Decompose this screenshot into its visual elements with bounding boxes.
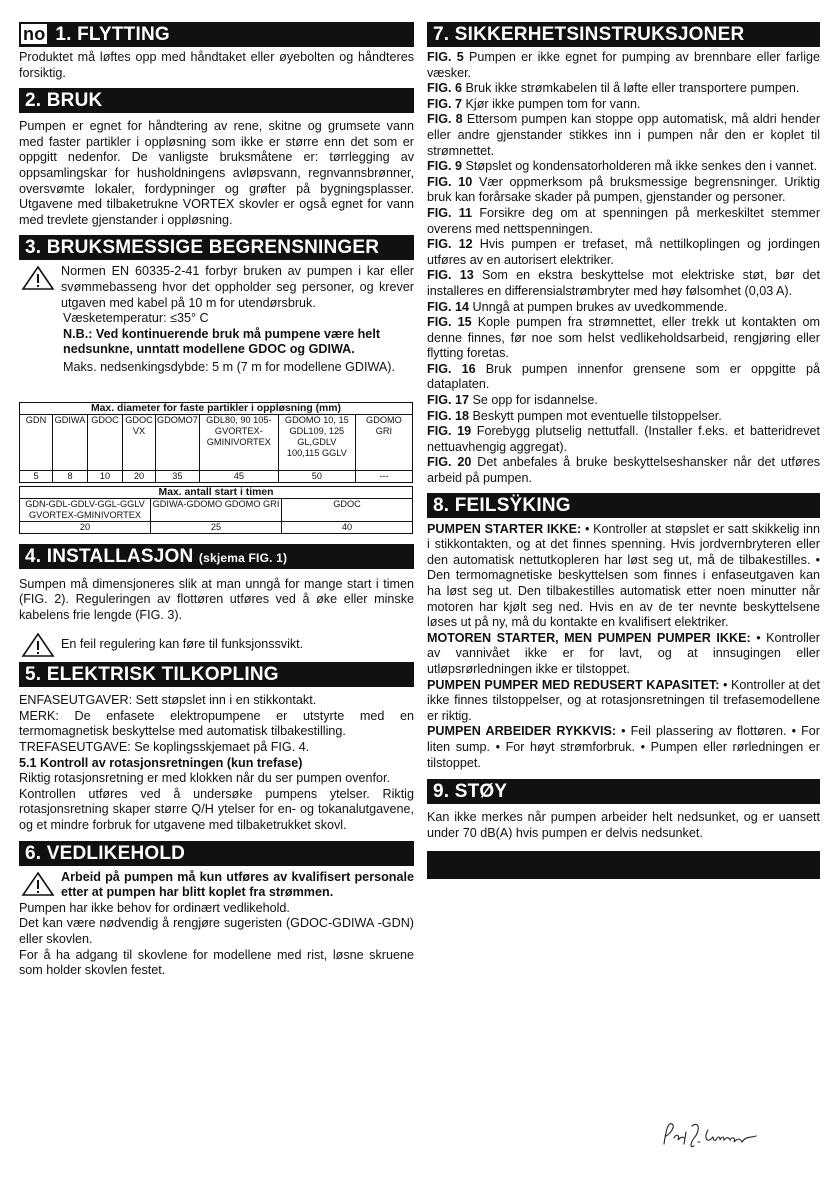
- table-caption: Max. antall start i timen: [20, 486, 413, 498]
- section-2-heading: 2. BRUK: [19, 88, 414, 113]
- section-5-line: Riktig rotasjonsretning er med klokken når du ser pumpen ovenfor.: [19, 771, 391, 786]
- fig-number: FIG. 14: [427, 299, 469, 314]
- section-5-line: Kontrollen utføres ved å undersøke pumpens ytelser. Riktig rotasjonsretning skaper større Q/H ytelser for en- og tokanalutgavene, og et mindre forbruk for utgavene med tilbaketrukket skovl.: [19, 786, 414, 833]
- section-6-line: For å ha adgang til skovlene for modellene med rist, løsne skruene som holder skovlen festet.: [19, 947, 414, 978]
- fig-number: FIG. 13: [427, 268, 474, 283]
- safety-fig-item: [427, 315, 820, 362]
- fig-text: Beskytt pumpen mot eventuelle tilstoppelser.: [472, 408, 722, 423]
- table-header: GDL80, 90 105- GVORTEX- GMINIVORTEX: [199, 414, 278, 470]
- fig-text: Det anbefales å bruke beskyttelseshansker når det utføres arbeid på pumpen.: [427, 455, 821, 486]
- safety-fig-item: [427, 112, 820, 159]
- section-5-heading: 5. ELEKTRISK TILKOPLING: [19, 662, 414, 687]
- safety-fig-item: [427, 300, 820, 316]
- fig-number: FIG. 10: [427, 174, 473, 189]
- fig-number: FIG. 8: [427, 112, 463, 127]
- table-caption: Max. diameter for faste partikler i oppløsning (mm): [20, 402, 413, 414]
- section-8-heading: 8. FEILSŸKING: [427, 493, 820, 518]
- fig-number: FIG. 15: [427, 315, 472, 330]
- table-cell: 25: [151, 521, 282, 533]
- fig-text: Kople pumpen fra strømnettet, eller trekk ut kontakten om denne finnes, før noe som helst vedlikeholdsarbeid, rengjøring eller flytting foretas.: [427, 315, 821, 361]
- warning-icon: [21, 871, 55, 897]
- safety-fig-item: [427, 175, 820, 206]
- section-6-heading: 6. VEDLIKEHOLD: [19, 841, 414, 866]
- fig-number: FIG. 9: [427, 159, 462, 174]
- table-cell: ---: [355, 470, 412, 482]
- table-cell: 20: [20, 521, 151, 533]
- section-4-warning: En feil regulering kan føre til funksjonssvikt.: [19, 631, 414, 658]
- fig-number: FIG. 5: [427, 50, 464, 64]
- signature: [660, 1116, 770, 1152]
- section-5-line: ENFASEUTGAVER: Sett støpslet inn i en stikkontakt.: [19, 693, 317, 708]
- fig-text: Vær oppmerksom på bruksmessige begrensninger. Uriktig bruk kan forårsake skader på pumpen, gjenstander og personer.: [427, 174, 821, 205]
- section-9-heading: 9. STØY: [427, 779, 820, 804]
- safety-fig-item: [427, 424, 820, 455]
- table-cell: 10: [88, 470, 123, 482]
- safety-fig-item: [427, 81, 820, 97]
- fig-text: Støpslet og kondensatorholderen må ikke senkes den i vannet.: [465, 159, 817, 174]
- troubleshooting-text: • Kontroller at støpslet er satt skikkelig inn i stikkontakten, og at det finnes spenning. Hvis jordvernbryteren eller den automatisk nettutkopleren har løst seg ut, må de tilbakestilles. • Den termomagnetiske beskyttelsen som finnes i enfaseutgaven kan ha løst seg ut. Den tilbakestilles automatisk etter noen minutter når motoren har kjølt seg ned. Hvis en av de ter nevnte beskyttelsene løses ut på ny, må du kontakte en kvalifisert elektriker.: [427, 521, 820, 630]
- section-7-heading: 7. SIKKERHETSINSTRUKSJONER: [427, 22, 820, 47]
- table-cell: 5: [20, 470, 53, 482]
- troubleshooting-item: [427, 724, 820, 771]
- fig-text: Unngå at pumpen brukes av uvedkommende.: [472, 299, 728, 314]
- safety-fig-item: [427, 268, 820, 299]
- safety-fig-item: [427, 50, 820, 81]
- fig-text: Som en ekstra beskyttelse mot elektriske støt, bør det installeres en differensialstrømbryter med høy følsomhet (0,03 A).: [427, 268, 820, 298]
- section-9-text: Kan ikke merkes når pumpen arbeider helt nedsunket, og er uansett under 70 dB(A) hvis pumpen er delvis nedsunket.: [427, 810, 820, 840]
- safety-fig-item: [427, 159, 820, 175]
- troubleshooting-item: [427, 678, 820, 725]
- max-depth: Maks. nedsenkingsdybde: 5 m (7 m for modellene GDIWA).: [63, 359, 396, 374]
- table-cell: 50: [278, 470, 355, 482]
- language-badge: no: [19, 22, 49, 46]
- table-cell: 35: [156, 470, 200, 482]
- safety-figure-list: [427, 50, 820, 487]
- safety-fig-item: [427, 97, 820, 113]
- table-header: GDOMO7: [156, 414, 200, 470]
- troubleshooting-heading: PUMPEN ARBEIDER RYKKVIS:: [427, 724, 617, 739]
- fig-text: Ettersom pumpen kan stoppe opp automatisk, må aldri hender eller andre gjenstander stikkes inn i pumpen når den er koplet til strømnettet.: [427, 112, 821, 158]
- safety-fig-item: [427, 206, 820, 237]
- table-cell: 40: [282, 521, 413, 533]
- table-cell: 8: [53, 470, 88, 482]
- safety-fig-item: [427, 409, 820, 425]
- troubleshooting-list: [427, 522, 820, 772]
- section-2-text: Pumpen er egnet for håndtering av rene, skitne og grumsete vann med faster partikler i oppløsning som ikke er større enn det som er oppgitt nedenfor. De vanligste bruksmåtene er: tørrlegging av oppsamlingskar for husholdningens avløpsvann, regnvannsbrønner, oversvømte lokaler, fordypninger og grøfter på bygningsplasser. Utgavene med tilbaketrukne VORTEX skovler er også egnet for vann med trevlete gjenstander i oppløsning.: [19, 119, 414, 227]
- section-4-heading: 4. INSTALLASJON (skjema FIG. 1): [19, 544, 414, 569]
- table-cell: 45: [199, 470, 278, 482]
- starts-per-hour-table: [19, 486, 413, 534]
- section-6-line: Det kan være nødvendig å rengjøre sugeristen (GDOC-GDIWA -GDN) eller skovlen.: [19, 916, 414, 946]
- fig-number: FIG. 16: [427, 361, 476, 376]
- temperature-limit: Væsketemperatur: ≤35° C: [63, 311, 209, 326]
- particle-diameter-table: [19, 402, 413, 483]
- section-5-line: MERK: De enfasete elektropumpene er utstyrte med en termomagnetisk beskyttelse med automatisk tilbakestilling.: [19, 708, 414, 739]
- fig-text: Bruk pumpen innenfor grensene som er oppgitte på dataplaten.: [427, 361, 820, 392]
- safety-fig-item: [427, 362, 820, 393]
- fig-text: Se opp for isdannelse.: [472, 393, 598, 408]
- section-3-heading: 3. BRUKSMESSIGE BEGRENSNINGER: [19, 235, 414, 260]
- table-header: GDOMO 10, 15 GDL109, 125 GL,GDLV 100,115 GGLV: [278, 414, 355, 470]
- fig-number: FIG. 12: [427, 237, 473, 252]
- section-5-1-subheading: 5.1 Kontroll av rotasjonsretningen (kun trefase): [19, 755, 303, 770]
- safety-fig-item: [427, 237, 820, 268]
- table-header: GDOC: [88, 414, 123, 470]
- left-column: [19, 22, 414, 979]
- fig-number: FIG. 18: [427, 408, 469, 423]
- section-6-line: Pumpen har ikke behov for ordinært vedlikehold.: [19, 900, 290, 915]
- section-5-line: TREFASEUTGAVE: Se koplingsskjemaet på FIG. 4.: [19, 740, 310, 755]
- table-header: GDN: [20, 414, 53, 470]
- table-header: GDOMO GRI: [355, 414, 412, 470]
- fig-text: Kjør ikke pumpen tom for vann.: [465, 96, 641, 111]
- fig-text: Hvis pumpen er trefaset, må nettilkoplingen og jordingen utføres av en autorisert elektriker.: [427, 237, 820, 267]
- fig-text: Bruk ikke strømkabelen til å løfte eller transportere pumpen.: [465, 81, 800, 96]
- warning-icon: [21, 265, 55, 291]
- fig-number: FIG. 19: [427, 424, 472, 439]
- black-bar: [427, 851, 820, 879]
- troubleshooting-heading: PUMPEN PUMPER MED REDUSERT KAPASITET:: [427, 677, 720, 692]
- right-column: [427, 22, 820, 879]
- troubleshooting-heading: MOTOREN STARTER, MEN PUMPEN PUMPER IKKE:: [427, 630, 751, 645]
- fig-number: FIG. 11: [427, 205, 473, 220]
- troubleshooting-item: [427, 631, 820, 678]
- section-4-text: Sumpen må dimensjoneres slik at man unngå for mange start i timen (FIG. 2). Reguleringen av flottøren utføres ved å øke eller minske kabelens frie lengde (FIG. 3).: [19, 576, 414, 622]
- fig-number: FIG. 7: [427, 96, 462, 111]
- fig-text: Forebygg plutselig nettutfall. (Installer f.eks. et batteridrevet nettuavhengig aggregat).: [427, 424, 821, 454]
- table-header: GDN-GDL-GDLV-GGL-GGLV GVORTEX-GMINIVORTEX: [20, 498, 151, 521]
- troubleshooting-item: [427, 522, 820, 631]
- troubleshooting-text: • Kontroller at det ikke finnes tilstoppelser, og at rotasjonsretningen til trefasemodellene er riktig.: [427, 677, 821, 723]
- table-header: GDOC VX: [123, 414, 156, 470]
- troubleshooting-heading: PUMPEN STARTER IKKE:: [427, 521, 582, 536]
- fig-number: FIG. 17: [427, 393, 469, 408]
- section-1-text: Produktet må løftes opp med håndtaket eller øyebolten og håndteres forsiktig.: [19, 50, 414, 80]
- nb-note: N.B.: Ved kontinuerende bruk må pumpene være helt nedsunkne, unntatt modellene GDOC og GDIWA.: [63, 326, 381, 357]
- table-header: GDOC: [282, 498, 413, 521]
- troubleshooting-text: • Kontroller av vannivået ikke er for lavt, og at innsugingen eller utløpsrørledningen ikke er tilstoppet.: [427, 630, 820, 676]
- section-3-warning: Normen EN 60335-2-41 forbyr bruken av pumpen i kar eller svømmebasseng hvor det oppholder seg personer, og krever utgaven med kabel på 10 m for utendørsbruk.: [19, 264, 414, 311]
- fig-text: Pumpen er ikke egnet for pumping av brennbare eller farlige væsker.: [427, 50, 820, 80]
- warning-icon: [21, 632, 55, 658]
- troubleshooting-text: • Feil plassering av flottøren. • For liten sump. • For høyt strømforbruk. • Pumpen eller rørledningen er tilstoppet.: [427, 724, 820, 770]
- fig-number: FIG. 6: [427, 81, 462, 96]
- section-6-warning: Arbeid på pumpen må kun utføres av kvalifisert personale etter at pumpen har blitt koplet fra strømmen.: [19, 870, 414, 901]
- section-1-heading: no 1. FLYTTING: [19, 22, 414, 47]
- table-cell: 20: [123, 470, 156, 482]
- safety-fig-item: [427, 455, 820, 486]
- table-header: GDIWA: [53, 414, 88, 470]
- fig-number: FIG. 20: [427, 455, 472, 470]
- safety-fig-item: [427, 393, 820, 409]
- fig-text: Forsikre deg om at spenningen på merkeskiltet stemmer overens med nettspenningen.: [427, 205, 821, 236]
- table-header: GDIWA-GDOMO GDOMO GRI: [151, 498, 282, 521]
